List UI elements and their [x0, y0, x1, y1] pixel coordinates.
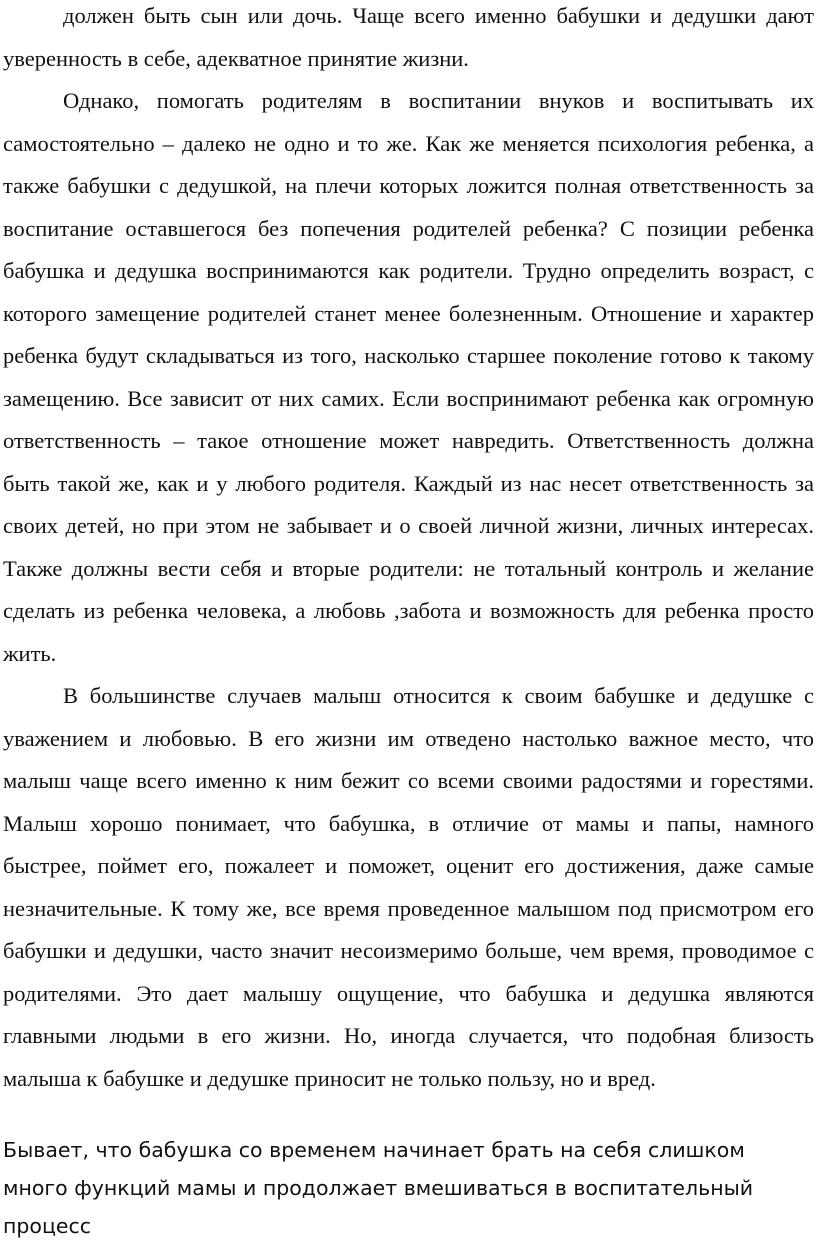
paragraph-4: Бывает, что бабушка со временем начинает брать на себя слишком много функций мамы и продолжает вмешиваться в воспитательный процесс: [3, 1138, 754, 1238]
paragraph-2: Однако, помогать родителям в воспитании внуков и воспитывать их самостоятельно – далеко не одно и то же. Как же меняется психология ребенка, а также бабушки с дедушкой, на плечи которых ложится полная ответственность за воспитание оставшегося без попечения родителей ребенка? С позиции ребенка бабушка и дедушка воспринимаются как родители. Трудно определить возраст, с которого замещение родителей станет менее болезненным. Отношение и характер ребенка будут складываться из того, насколько старшее поколение готово к такому замещению. Все зависит от них самих. Если воспринимают ребенка как огромную ответственность – такое отношение может навредить. Ответственность должна быть такой же, как и у любого родителя. Каждый из нас несет ответственность за своих детей, но при этом не забывает и о своей личной жизни, личных интересах. Также должны вести себя и вторые родители: не тотальный контроль и желание сделать из ребенка человека, а любовь ,забота и возможность для ребенка просто жить.: [3, 88, 814, 666]
paragraph-3: В большинстве случаев малыш относится к своим бабушке и дедушке с уважением и любовью. В его жизни им отведено настолько важное место, что малыш чаще всего именно к ним бежит со всеми своими радостями и горестями. Малыш хорошо понимает, что бабушка, в отличие от мамы и папы, намного быстрее, поймет его, пожалеет и поможет, оценит его достижения, даже самые незначительные. К тому же, все время проведенное малышом под присмотром его бабушки и дедушки, часто значит несоизмеримо больше, чем время, проводимое с родителями. Это дает малышу ощущение, что бабушка и дедушка являются главными людьми в его жизни. Но, иногда случается, что подобная близость малыша к бабушке и дедушке приносит не только пользу, но и вред.: [3, 683, 814, 1091]
paragraph-1: должен быть сын или дочь. Чаще всего именно бабушки и дедушки дают уверенность в себе, адекватное принятие жизни.: [3, 3, 814, 71]
